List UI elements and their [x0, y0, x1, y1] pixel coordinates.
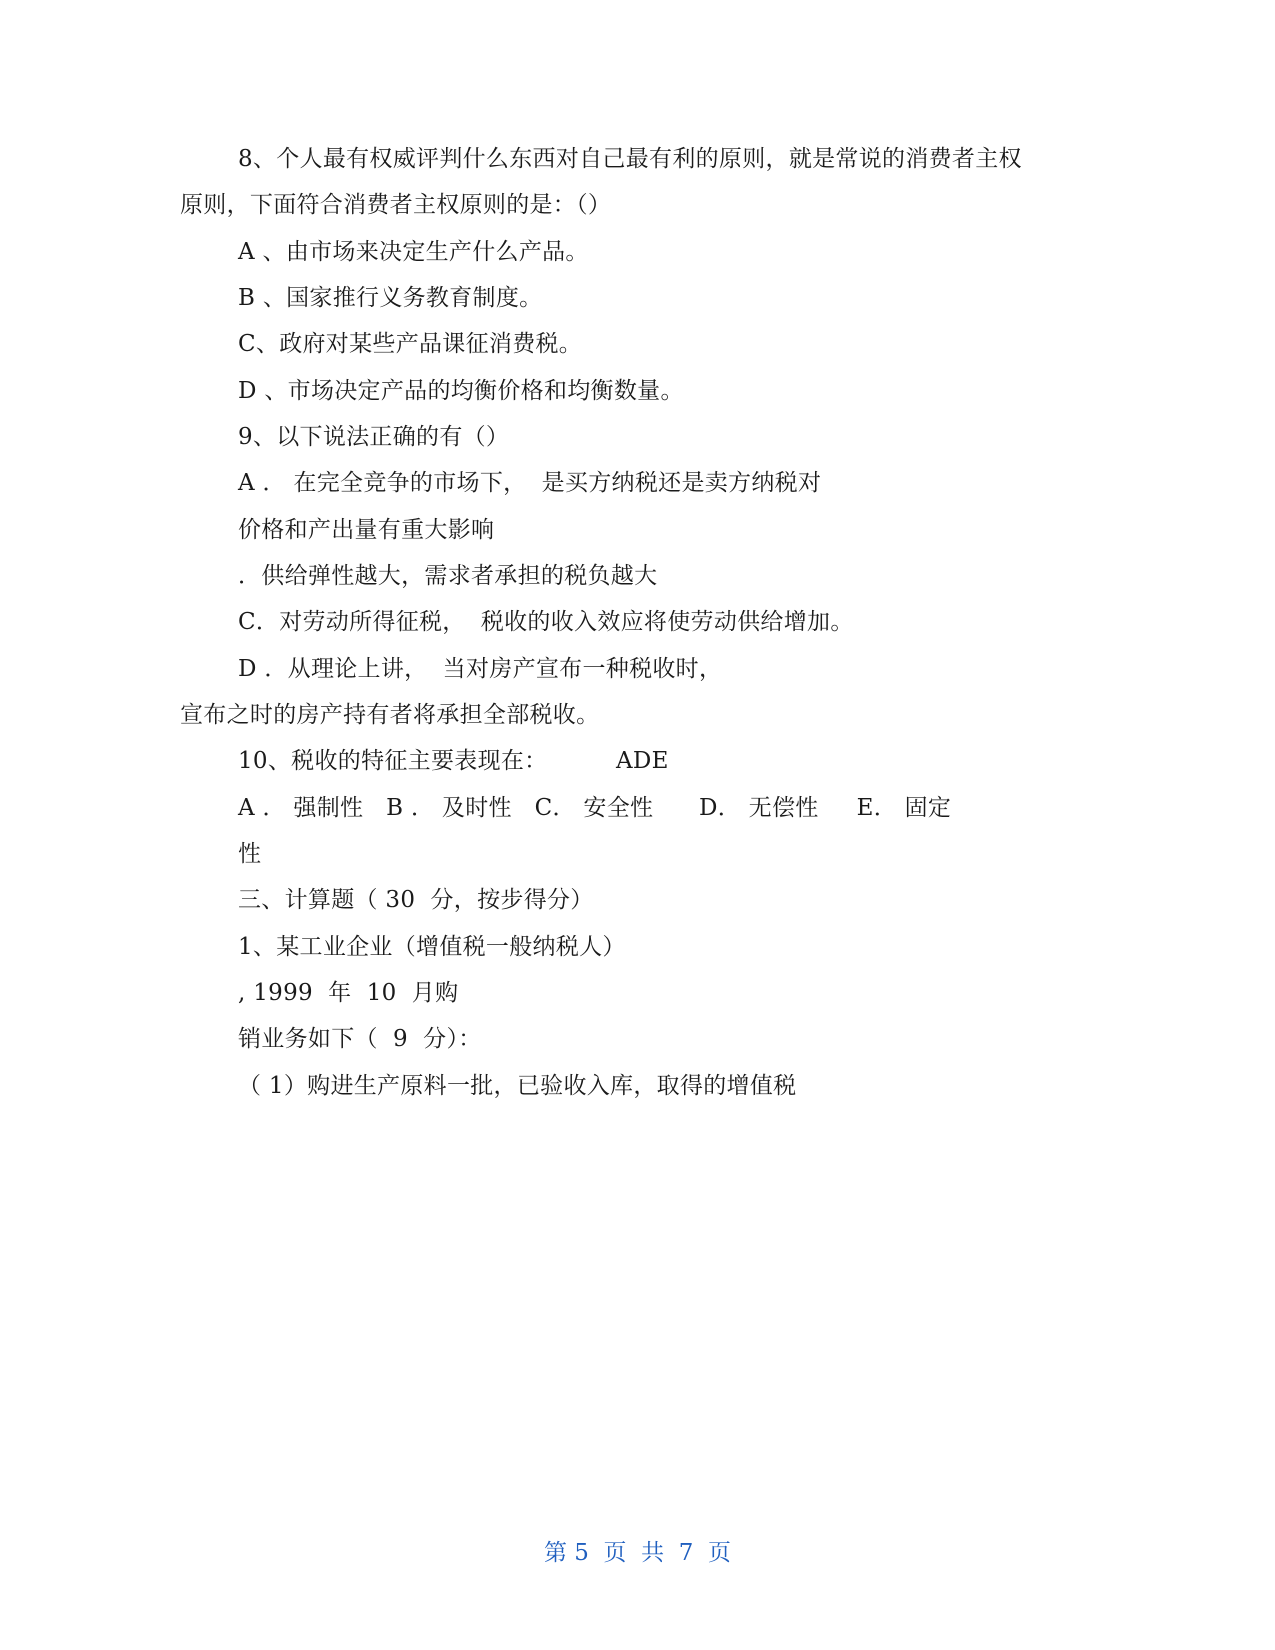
question-8-line-1: 8、个人最有权威评判什么东西对自己最有利的原则，就是常说的消费者主权	[238, 146, 1022, 172]
page-number-footer: 第 5 页 共 7 页	[543, 1540, 732, 1566]
question-8-option-c: C、政府对某些产品课征消费税。	[238, 331, 583, 357]
question-9-option-d-line-1: D ．从理论上讲， 当对房产宣布一种税收时，	[238, 656, 723, 682]
calc-1-item-1: （ 1）购进生产原料一批，已验收入库，取得的增值税	[238, 1073, 797, 1099]
question-8-option-d: D 、市场决定产品的均衡价格和均衡数量。	[238, 378, 684, 404]
question-10-options-continued: 性	[238, 841, 262, 867]
question-8-option-b: B 、国家推行义务教育制度。	[238, 285, 543, 311]
calc-1-line-1: 1、某工业企业（增值税一般纳税人）	[238, 934, 626, 960]
question-9-stem: 9、以下说法正确的有（）	[238, 424, 510, 450]
question-9-option-b: ．供给弹性越大，需求者承担的税负越大	[238, 563, 658, 589]
question-9-option-a-line-2: 价格和产出量有重大影响	[238, 517, 495, 543]
calc-1-line-3: 销业务如下（ 9 分）：	[238, 1026, 482, 1052]
question-8-option-a: A 、由市场来决定生产什么产品。	[238, 239, 589, 265]
question-8-line-2: 原则，下面符合消费者主权原则的是：（）	[180, 192, 612, 218]
calc-1-line-2: , 1999 年 10 月购	[238, 980, 459, 1006]
question-9-option-a-line-1: A ． 在完全竞争的市场下， 是买方纳税还是卖方纳税对	[238, 470, 822, 496]
question-10-options: A ． 强制性 B ． 及时性 C． 安全性 D． 无偿性 E． 固定	[238, 795, 952, 821]
section-3-heading: 三、计算题（ 30 分，按步得分）	[238, 887, 594, 913]
question-9-option-c: C．对劳动所得征税， 税收的收入效应将使劳动供给增加。	[238, 609, 854, 635]
question-10-stem: 10、税收的特征主要表现在： ADE	[238, 748, 669, 774]
question-9-option-d-line-2: 宣布之时的房产持有者将承担全部税收。	[180, 702, 600, 728]
